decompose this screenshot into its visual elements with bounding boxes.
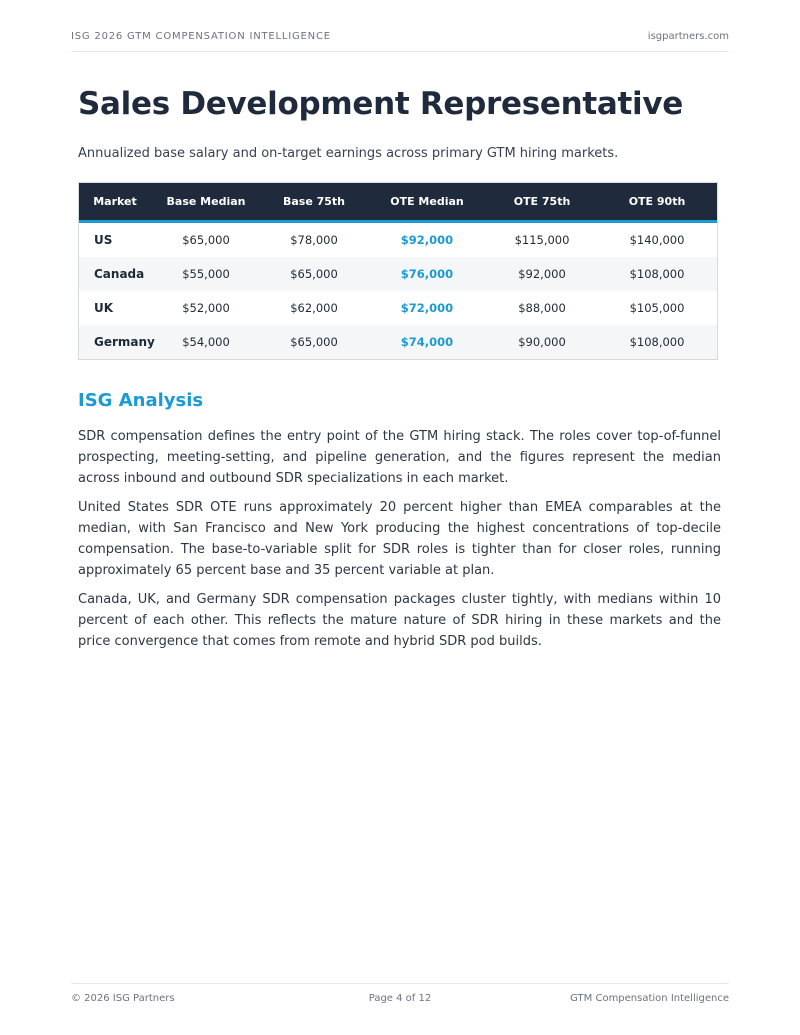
page-title: Sales Development Representative — [78, 86, 684, 122]
table-row — [79, 291, 717, 325]
page-footer — [71, 983, 729, 1014]
ote-75th-cell: $90,000 — [487, 325, 597, 359]
table-header-row — [79, 183, 717, 222]
column-header-ote-median: OTE Median — [367, 183, 487, 222]
compensation-table — [78, 182, 718, 360]
ote-90th-cell: $108,000 — [597, 325, 717, 359]
base-median-cell: $65,000 — [182, 233, 230, 247]
footer-copyright: © 2026 ISG Partners — [71, 993, 175, 1004]
market-cell: Canada — [79, 257, 151, 291]
market-cell: UK — [94, 301, 114, 315]
ote-median-cell: $74,000 — [367, 325, 487, 359]
ote-median-cell: $92,000 — [400, 233, 454, 247]
ote-75th-cell: $92,000 — [487, 257, 597, 291]
ote-median-cell: $72,000 — [400, 301, 454, 315]
analysis-paragraph: Canada, UK, and Germany SDR compensation packages cluster tightly, with medians within 10 percent of each other. This reflects the mature nature of SDR hiring in these markets and the price convergence that comes from remote and hybrid SDR pod builds. — [78, 592, 721, 649]
footer-publication: GTM Compensation Intelligence — [570, 993, 729, 1004]
table-row — [79, 325, 717, 359]
table-row — [79, 257, 717, 291]
page-header — [71, 29, 729, 52]
base-75th-cell: $65,000 — [261, 257, 367, 291]
ote-90th-cell: $105,000 — [629, 301, 685, 315]
analysis-paragraph: United States SDR OTE runs approximately 20 percent higher than EMEA comparables at the median, with San Francisco and New York producing the highest concentrations of top-decile compensation. The base-to-variable split for SDR roles is tighter than for closer roles, running approximately 65 percent base and 35 percent variable at plan. — [78, 500, 721, 578]
analysis-body — [78, 426, 721, 660]
base-75th-cell: $78,000 — [290, 233, 338, 247]
base-median-cell: $52,000 — [182, 301, 230, 315]
analysis-paragraph: SDR compensation defines the entry point of the GTM hiring stack. The roles cover top-of-funnel prospecting, meeting-setting, and pipeline generation, and the figures represent the median across inbound and outbound SDR specializations in each market. — [78, 429, 721, 486]
ote-90th-cell: $108,000 — [597, 257, 717, 291]
ote-median-cell: $76,000 — [367, 257, 487, 291]
header-report-title: ISG 2026 GTM COMPENSATION INTELLIGENCE — [71, 31, 331, 42]
analysis-heading: ISG Analysis — [78, 390, 204, 411]
column-header-market: Market — [79, 183, 151, 222]
ote-75th-cell: $115,000 — [514, 233, 570, 247]
footer-page-number: Page 4 of 12 — [368, 993, 432, 1004]
header-website: isgpartners.com — [647, 31, 729, 42]
table-row — [79, 222, 717, 258]
ote-90th-cell: $140,000 — [629, 233, 685, 247]
base-median-cell: $54,000 — [151, 325, 261, 359]
column-header-ote-75th: OTE 75th — [487, 183, 597, 222]
base-75th-cell: $62,000 — [290, 301, 338, 315]
column-header-ote-90th: OTE 90th — [597, 183, 717, 222]
ote-75th-cell: $88,000 — [518, 301, 566, 315]
market-cell: US — [94, 233, 113, 247]
base-75th-cell: $65,000 — [261, 325, 367, 359]
base-median-cell: $55,000 — [151, 257, 261, 291]
market-cell: Germany — [79, 325, 151, 359]
column-header-base-75th: Base 75th — [261, 183, 367, 222]
page-subtitle: Annualized base salary and on-target earnings across primary GTM hiring markets. — [78, 146, 619, 161]
column-header-base-median: Base Median — [151, 183, 261, 222]
